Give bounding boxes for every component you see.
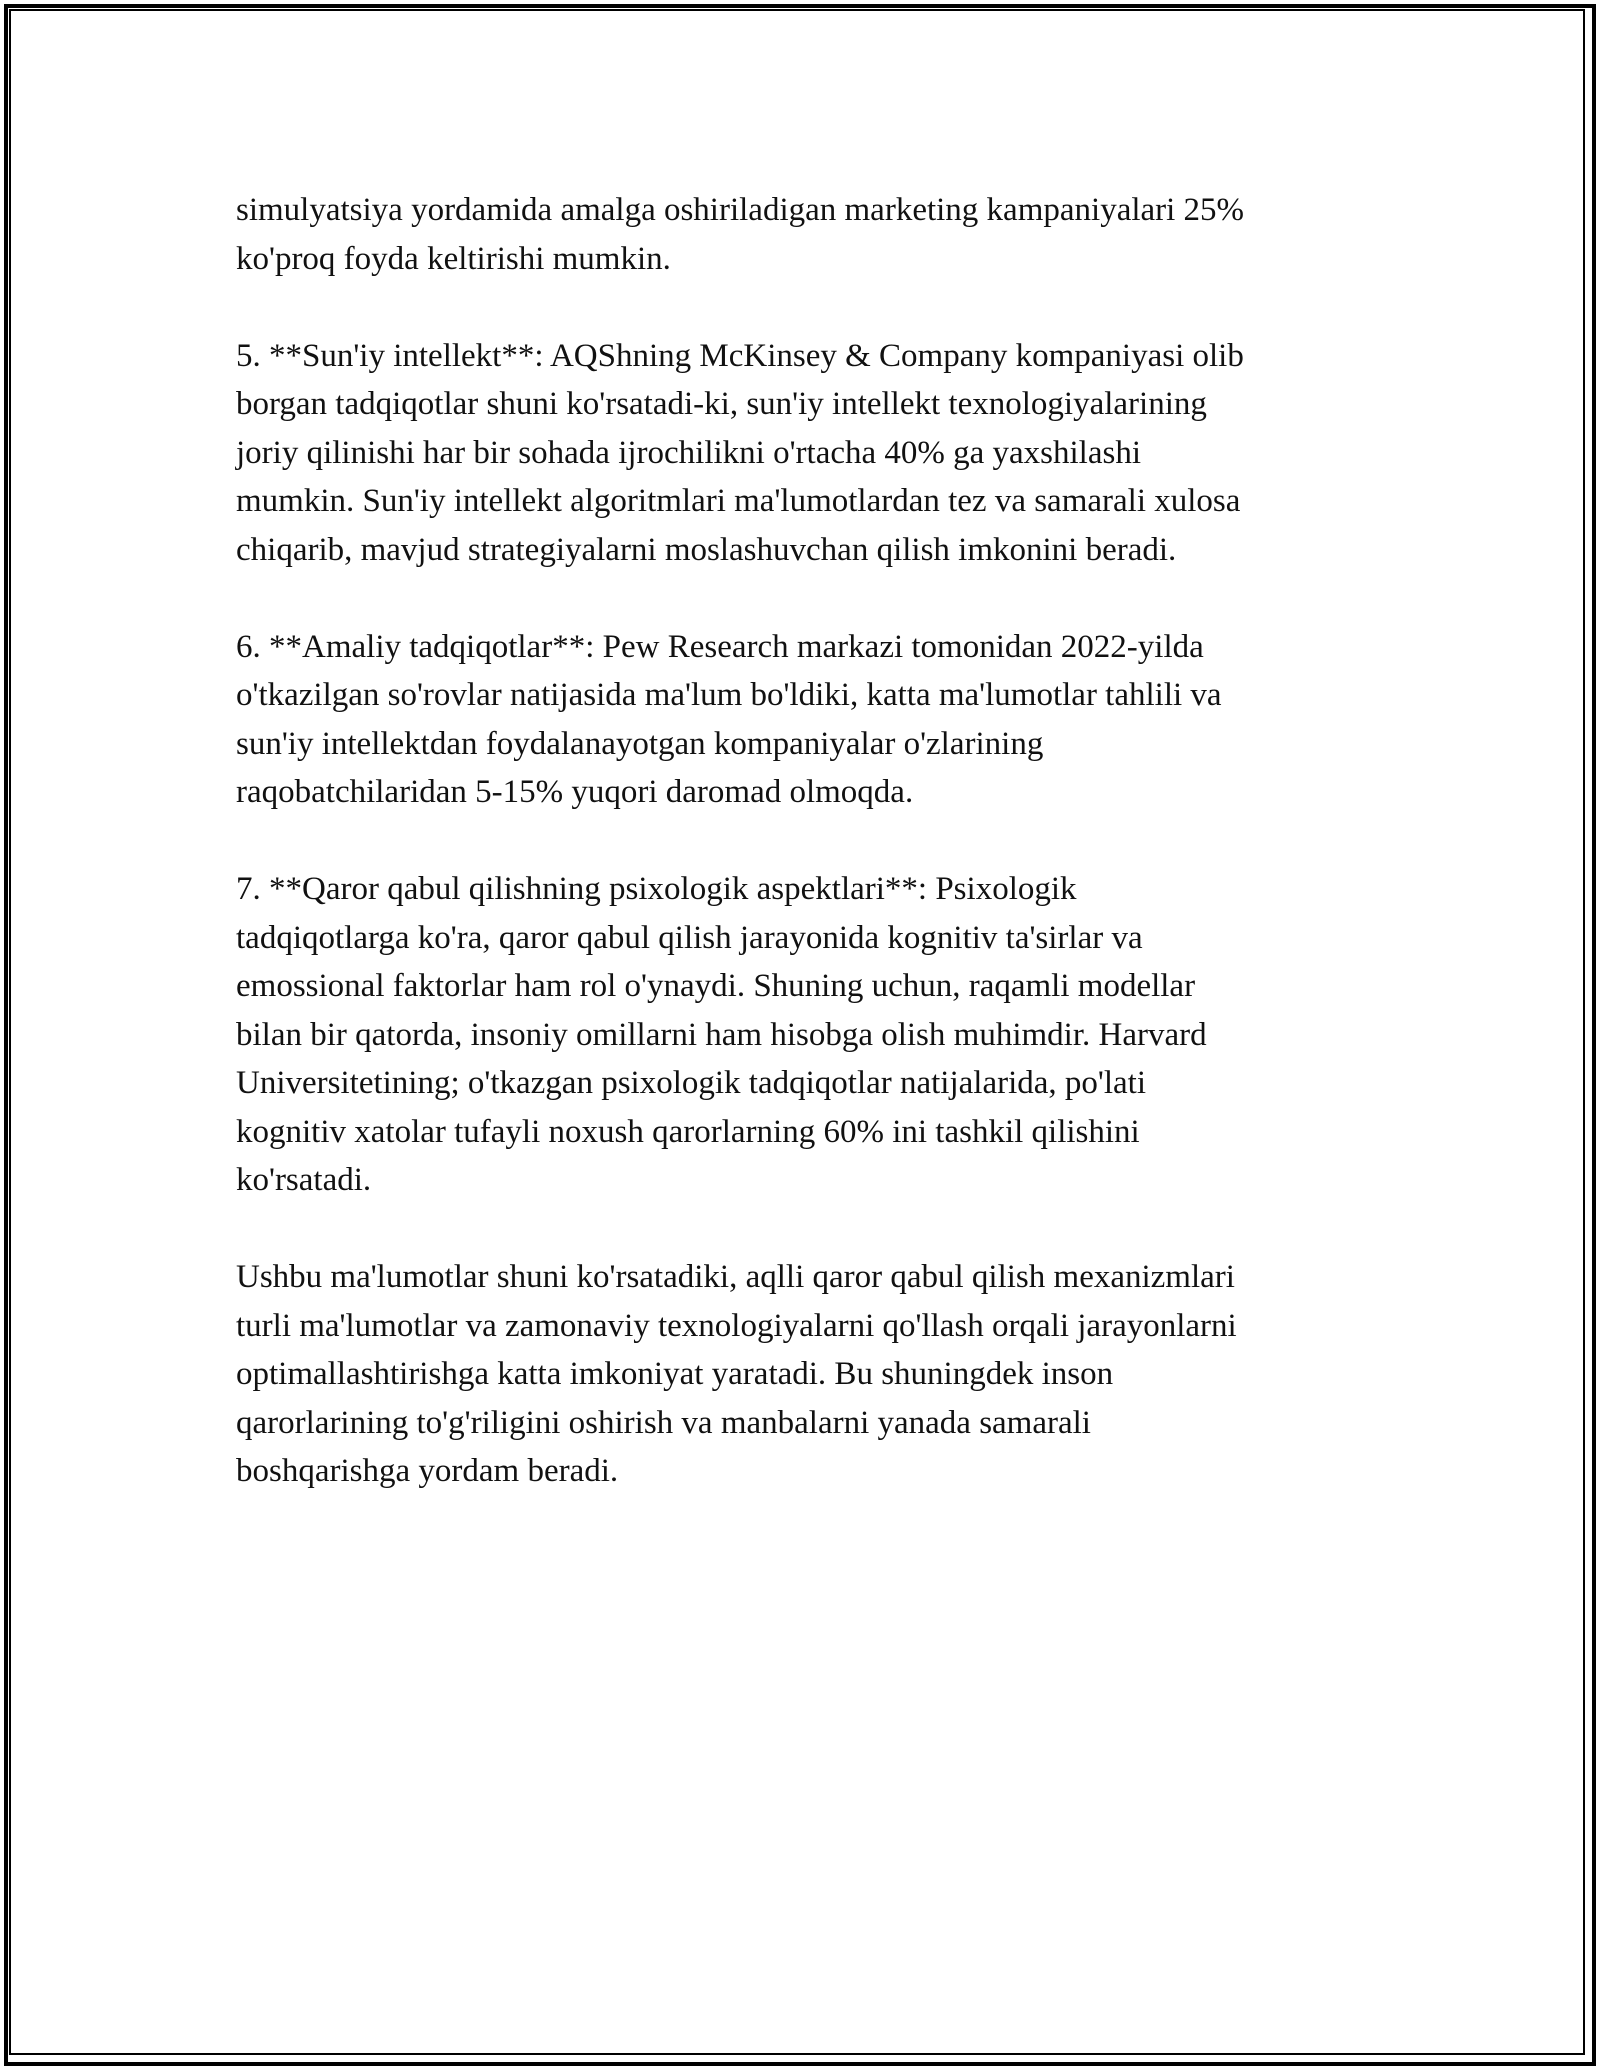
paragraph-conclusion: Ushbu ma'lumotlar shuni ko'rsatadiki, aqlli qaror qabul qilish mexanizmlari turli ma'lumotlar va zamonaviy texnologiyalarni qo'llash orqali jarayonlarni optimallashtirishga katta imkoniyat yaratadi. Bu shuningdek inson qarorlarining to'g'riligini oshirish va manbalarni yanada samarali boshqarishga yordam beradi. (236, 1259, 1237, 1489)
paragraph-item-6: 6. **Amaliy tadqiqotlar**: Pew Research markazi tomonidan 2022-yilda o'tkazilgan so'rovlar natijasida ma'lum bo'ldiki, katta ma'lumotlar tahlili va sun'iy intellektdan foydalanayotgan kompaniyalar o'zlarining raqobatchilaridan 5-15% yuqori daromad olmoqda. (236, 628, 1222, 810)
paragraph-item-5: 5. **Sun'iy intellekt**: AQShning McKinsey & Company kompaniyasi olib borgan tadqiqotlar shuni ko'rsatadi-ki, sun'iy intellekt texnologiyalarining joriy qilinishi har bir sohada ijrochilikni o'rtacha 40% ga yaxshilashi mumkin. Sun'iy intellekt algoritmlari ma'lumotlardan tez va samarali xulosa chiqarib, mavjud strategiyalarni moslashuvchan qilish imkonini beradi. (236, 337, 1244, 568)
document-body (236, 186, 1366, 1544)
paragraph-item-7: 7. **Qaror qabul qilishning psixologik aspektlari**: Psixologik tadqiqotlarga ko'ra, qaror qabul qilish jarayonida kognitiv ta'sirlar va emossional faktorlar ham rol o'ynaydi. Shuning uchun, raqamli modellar bilan bir qatorda, insoniy omillarni ham hisobga olish muhimdir. Harvard Universitetining; o'tkazgan psixologik tadqiqotlar natijalarida, po'lati kognitiv xatolar tufayli noxush qarorlarning 60% ini tashkil qilishini ko'rsatadi. (236, 871, 1207, 1198)
paragraph-continuation: simulyatsiya yordamida amalga oshiriladigan marketing kampaniyalari 25% ko'proq foyda keltirishi mumkin. (236, 192, 1245, 277)
